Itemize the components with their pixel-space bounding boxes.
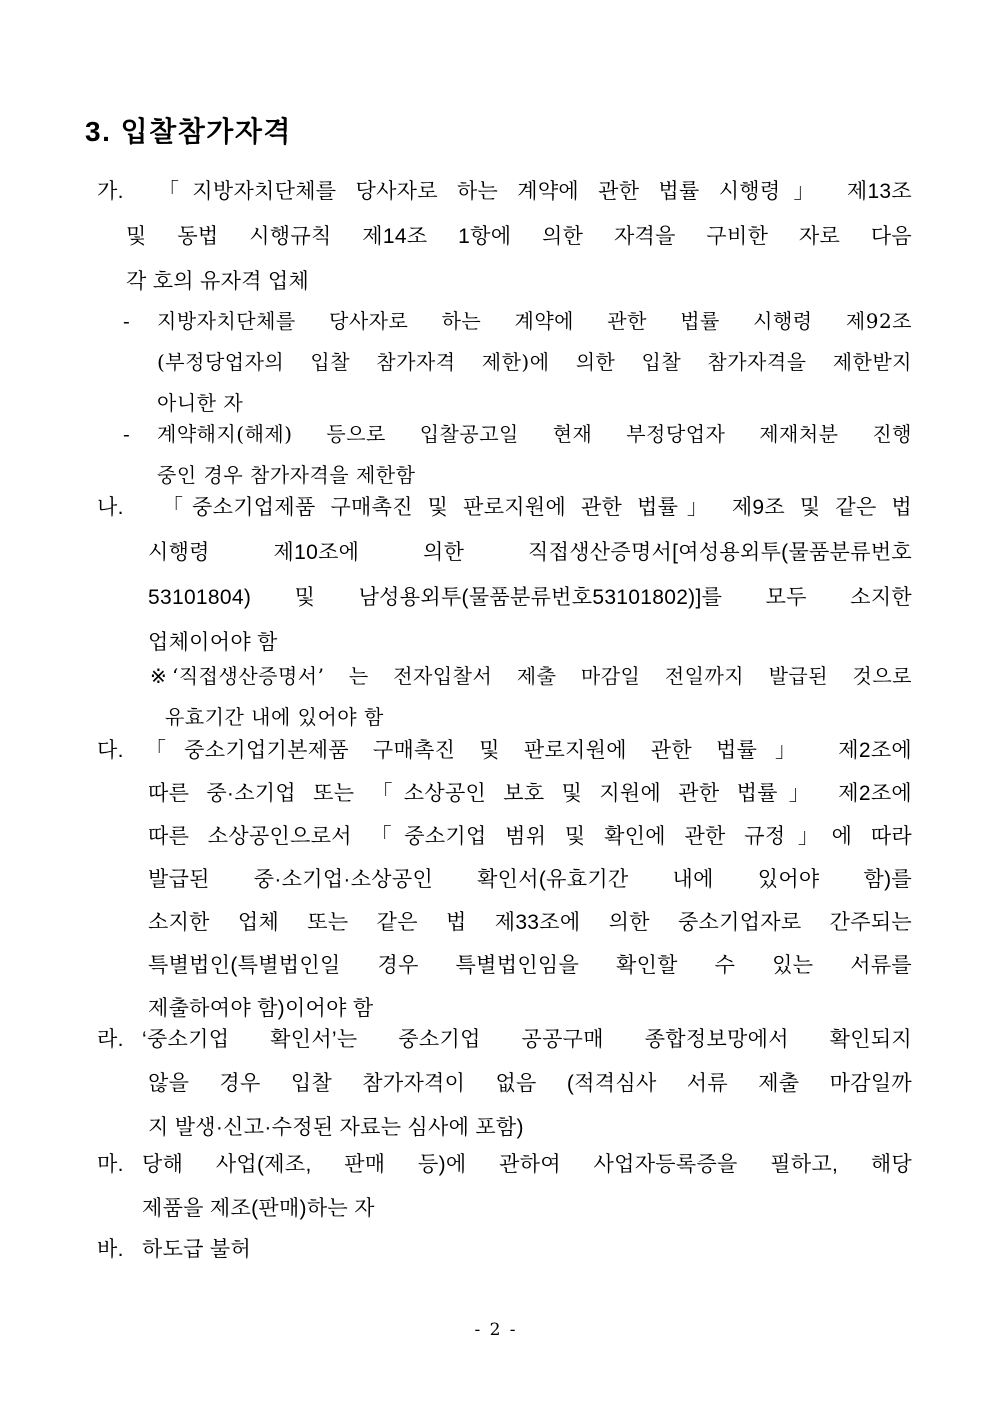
- text-line: 하도급 불허: [142, 1238, 252, 1261]
- text-line: 「중소기업제품 구매촉진 및 판로지원에 관한 법률」 제9조 및 같은 법: [162, 496, 912, 519]
- page-title: 3. 입찰참가자격: [85, 116, 292, 147]
- text-line: 중인 경우 참가자격을 제한함: [157, 463, 416, 487]
- text-line: 제출하여야 함)이어야 함: [148, 997, 374, 1020]
- text-line: 특별법인(특별법인일 경우 특별법인임을 확인할 수 있는 서류를: [148, 954, 912, 977]
- text-line: 따른 소상공인으로서 「중소기업 범위 및 확인에 관한 규정」에 따라: [148, 825, 912, 848]
- item-label-ga: 가.: [97, 180, 124, 203]
- text-line: 소지한 업체 또는 같은 법 제33조에 의한 중소기업자로 간주되는: [148, 911, 912, 934]
- dash-bullet: -: [123, 422, 131, 446]
- text-line: 발급된 중·소기업·소상공인 확인서(유효기간 내에 있어야 함)를: [148, 868, 912, 891]
- reference-mark-icon: ※: [150, 664, 168, 688]
- text-line: 따른 중·소기업 또는 「소상공인 보호 및 지원에 관한 법률」 제2조에: [148, 782, 912, 805]
- text-line: 각 호의 유자격 업체: [126, 270, 310, 293]
- text-line: 업체이어야 함: [148, 631, 278, 654]
- text-line: 지방자치단체를 당사자로 하는 계약에 관한 법률 시행령 제92조: [157, 309, 912, 333]
- paragraph-item-ba: [97, 1228, 912, 1272]
- text-line: (부정당업자의 입찰 참가자격 제한)에 의한 입찰 참가자격을 제한받지: [157, 350, 912, 374]
- paragraph-item-ga: [97, 169, 912, 304]
- item-label-da: 다.: [97, 739, 124, 762]
- text-line: 「중소기업기본제품 구매촉진 및 판로지원에 관한 법률」 제2조에: [145, 739, 912, 762]
- text-line: 시행령 제10조에 의한 직접생산증명서[여성용외투(물품분류번호: [148, 541, 912, 564]
- paragraph-item-na: [97, 485, 912, 665]
- text-line: 53101804) 및 남성용외투(물품분류번호53101802)]를 모두 소지한: [148, 586, 912, 609]
- item-label-ba: 바.: [97, 1238, 124, 1261]
- text-line: 제품을 제조(판매)하는 자: [142, 1197, 375, 1220]
- text-line: ‘직접생산증명서’ 는 전자입찰서 제출 마감일 전일까지 발급된 것으로: [172, 664, 912, 688]
- paragraph-item-da: [97, 729, 912, 1030]
- footer-page-number: - 2 -: [474, 1320, 518, 1340]
- paragraph-note-reference-mark: [150, 656, 912, 738]
- paragraph-dash-1: [123, 301, 912, 424]
- text-line: 및 동법 시행규칙 제14조 1항에 의한 자격을 구비한 자로 다음: [126, 225, 912, 248]
- paragraph-dash-2: [123, 414, 912, 496]
- item-label-na: 나.: [97, 496, 124, 519]
- dash-bullet: -: [123, 309, 131, 333]
- text-line: ‘중소기업 확인서’는 중소기업 공공구매 종합정보망에서 확인되지: [142, 1028, 912, 1051]
- item-label-ra: 라.: [97, 1028, 124, 1051]
- text-line: 아니한 자: [157, 391, 244, 415]
- item-label-ma: 마.: [97, 1153, 124, 1176]
- text-line: 않을 경우 입찰 참가자격이 없음 (적격심사 서류 제출 마감일까: [148, 1072, 912, 1095]
- text-line: 지 발생·신고·수정된 자료는 심사에 포함): [148, 1116, 524, 1139]
- text-line: 「지방자치단체를 당사자로 하는 계약에 관한 법률 시행령」 제13조: [158, 180, 912, 203]
- paragraph-item-ra: [97, 1018, 912, 1150]
- paragraph-item-ma: [97, 1143, 912, 1231]
- text-line: 계약해지(해제) 등으로 입찰공고일 현재 부정당업자 제재처분 진행: [157, 422, 912, 446]
- text-line: 유효기간 내에 있어야 함: [165, 705, 384, 729]
- text-line: 당해 사업(제조, 판매 등)에 관하여 사업자등록증을 필하고, 해당: [142, 1153, 912, 1176]
